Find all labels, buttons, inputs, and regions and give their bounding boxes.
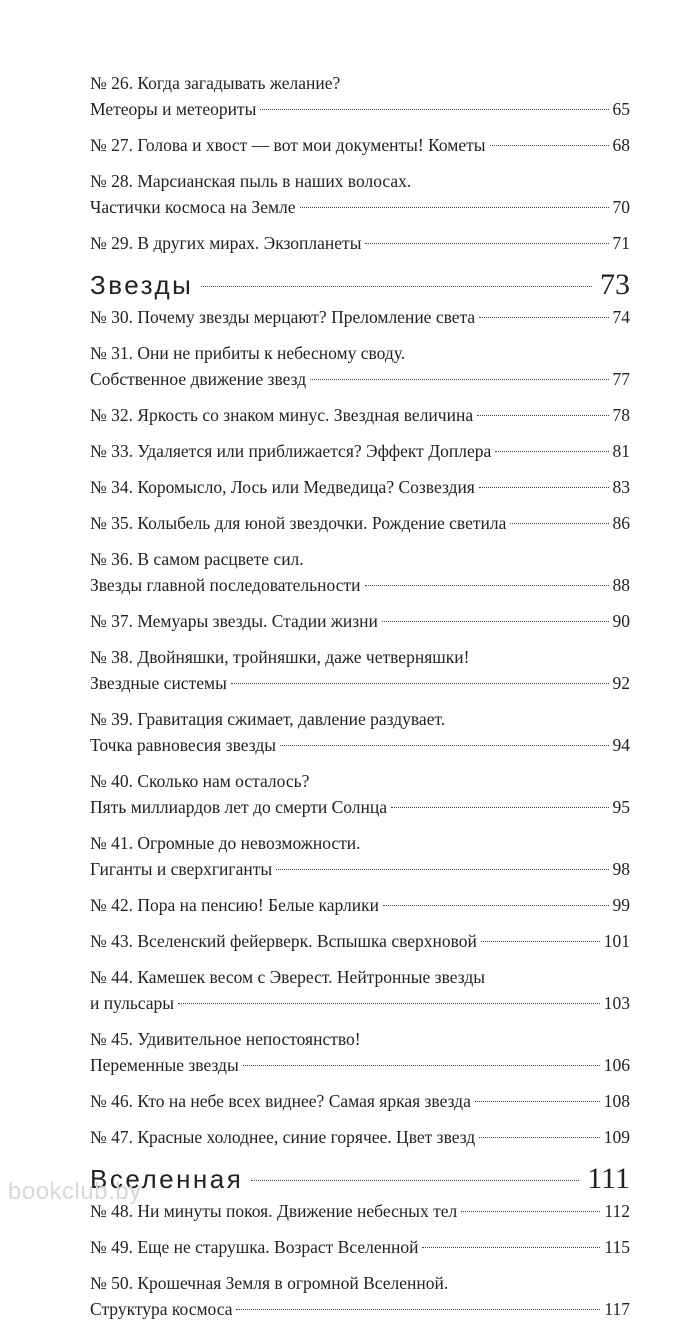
entry-text: № 29. В других мирах. Экзопланеты (90, 233, 362, 253)
dot-leader (495, 451, 608, 452)
entry-title-line: № 41. Огромные до невозможности. (90, 833, 361, 853)
dot-leader (383, 905, 609, 906)
entry-title-line: № 40. Сколько нам осталось? (90, 771, 310, 791)
toc-entry (90, 132, 630, 158)
watermark: bookclub.by (8, 1178, 142, 1205)
toc-entry (90, 438, 630, 464)
entry-text: Метеоры и метеориты (90, 99, 257, 119)
entry-leader-line (90, 1198, 630, 1224)
entry-title-line: № 26. Когда загадывать желание? (90, 73, 341, 93)
toc-entry (90, 1088, 630, 1114)
entry-leader-line (90, 194, 630, 220)
entry-leader-line (90, 892, 630, 918)
entry-text: Точка равновесия звезды (90, 735, 276, 755)
page-number: 101 (603, 931, 630, 951)
entry-text: № 47. Красные холоднее, синие горячее. Цвет звезд (90, 1127, 476, 1147)
page-number: 74 (612, 307, 630, 327)
entry-leader-line (90, 1124, 630, 1150)
dot-leader (251, 1180, 579, 1181)
toc-entry (90, 1124, 630, 1150)
toc-entry (90, 964, 630, 1016)
entry-text: и пульсары (90, 993, 175, 1013)
entry-text: № 30. Почему звезды мерцают? Преломление света (90, 307, 476, 327)
entry-text: № 32. Яркость со знаком минус. Звездная величина (90, 405, 474, 425)
toc-entry (90, 70, 630, 122)
toc-entry (90, 608, 630, 634)
entry-text: № 34. Коромысло, Лось или Медведица? Созвездия (90, 477, 475, 497)
dot-leader (280, 745, 609, 746)
entry-text: № 37. Мемуары звезды. Стадии жизни (90, 611, 378, 631)
page-number: 115 (604, 1237, 630, 1257)
dot-leader (510, 523, 608, 524)
entry-title-line: № 28. Марсианская пыль в наших волосах. (90, 171, 412, 191)
toc-entry (90, 706, 630, 758)
entry-text: № 42. Пора на пенсию! Белые карлики (90, 895, 379, 915)
page-number: 83 (612, 477, 630, 497)
entry-text: № 43. Вселенский фейерверк. Вспышка сверхновой (90, 931, 477, 951)
entry-leader-line (90, 230, 630, 256)
dot-leader (391, 807, 608, 808)
page-number: 70 (612, 197, 630, 217)
toc-entry (90, 644, 630, 696)
dot-leader (260, 109, 608, 110)
entry-text: Переменные звезды (90, 1055, 239, 1075)
dot-leader (422, 1247, 600, 1248)
section-title: Звезды (90, 270, 194, 300)
page-number: 117 (604, 1299, 630, 1319)
toc-entry (90, 230, 630, 256)
entry-leader-line (90, 402, 630, 428)
page-number: 95 (612, 797, 630, 817)
toc-entry (90, 304, 630, 330)
page-number: 88 (612, 575, 630, 595)
toc-entry (90, 546, 630, 598)
entry-leader-line (90, 1234, 630, 1260)
section-heading (90, 1162, 630, 1196)
section-page-number: 73 (600, 268, 630, 301)
dot-leader (382, 621, 609, 622)
page-number: 98 (612, 859, 630, 879)
page-number: 94 (612, 735, 630, 755)
dot-leader (479, 1137, 600, 1138)
dot-leader (201, 286, 592, 287)
entry-leader-line (90, 366, 630, 392)
section-heading (90, 268, 630, 302)
section-page-number: 111 (587, 1162, 630, 1195)
page-number: 68 (612, 135, 630, 155)
toc-entry (90, 1234, 630, 1260)
entry-leader-line (90, 96, 630, 122)
page-number: 92 (612, 673, 630, 693)
entry-text: Звезды главной последовательности (90, 575, 361, 595)
entry-text: № 35. Колыбель для юной звездочки. Рождение светила (90, 513, 507, 533)
entry-leader-line (90, 1088, 630, 1114)
entry-text: № 46. Кто на небе всех виднее? Самая яркая звезда (90, 1091, 471, 1111)
entry-leader-line (90, 732, 630, 758)
dot-leader (490, 145, 609, 146)
dot-leader (365, 585, 609, 586)
entry-title-line: № 36. В самом расцвете сил. (90, 549, 304, 569)
entry-title-line: № 44. Камешек весом с Эверест. Нейтронные звезды (90, 967, 485, 987)
dot-leader (461, 1211, 600, 1212)
dot-leader (365, 243, 608, 244)
entry-text: Звездные системы (90, 673, 227, 693)
entry-text: № 48. Ни минуты покоя. Движение небесных тел (90, 1201, 458, 1221)
table-of-contents (90, 70, 630, 1332)
page-number: 90 (612, 611, 630, 631)
toc-entry (90, 1198, 630, 1224)
entry-leader-line (90, 928, 630, 954)
dot-leader (236, 1309, 600, 1310)
page-number: 81 (612, 441, 630, 461)
entry-text: Структура космоса (90, 1299, 233, 1319)
section-title: Вселенная (90, 1164, 244, 1194)
entry-title-line: № 31. Они не прибиты к небесному своду. (90, 343, 406, 363)
page-number: 86 (612, 513, 630, 533)
entry-text: № 33. Удаляется или приближается? Эффект Доплера (90, 441, 492, 461)
entry-title-line: № 39. Гравитация сжимает, давление раздувает. (90, 709, 446, 729)
dot-leader (178, 1003, 600, 1004)
toc-entry (90, 510, 630, 536)
entry-text: № 49. Еще не старушка. Возраст Вселенной (90, 1237, 419, 1257)
dot-leader (475, 1101, 600, 1102)
entry-leader-line (90, 1296, 630, 1322)
page-number: 71 (612, 233, 630, 253)
toc-entry (90, 1270, 630, 1322)
toc-entry (90, 340, 630, 392)
entry-text: Частички космоса на Земле (90, 197, 296, 217)
dot-leader (276, 869, 608, 870)
entry-text: № 27. Голова и хвост — вот мои документы! Кометы (90, 135, 486, 155)
dot-leader (481, 941, 600, 942)
page-number: 78 (612, 405, 630, 425)
entry-title-line: № 38. Двойняшки, тройняшки, даже четверняшки! (90, 647, 470, 667)
entry-title-line: № 50. Крошечная Земля в огромной Вселенной. (90, 1273, 449, 1293)
toc-entry (90, 892, 630, 918)
entry-leader-line (90, 132, 630, 158)
toc-entry (90, 402, 630, 428)
entry-leader-line (90, 1052, 630, 1078)
page-number: 65 (612, 99, 630, 119)
entry-leader-line (90, 794, 630, 820)
page-number: 108 (603, 1091, 630, 1111)
entry-leader-line (90, 304, 630, 330)
dot-leader (310, 379, 608, 380)
entry-leader-line (90, 438, 630, 464)
entry-leader-line (90, 608, 630, 634)
dot-leader (231, 683, 609, 684)
entry-leader-line (90, 474, 630, 500)
page-number: 103 (603, 993, 630, 1013)
toc-entry (90, 168, 630, 220)
toc-entry (90, 830, 630, 882)
dot-leader (477, 415, 608, 416)
entry-text: Гиганты и сверхгиганты (90, 859, 273, 879)
page-number: 99 (612, 895, 630, 915)
dot-leader (300, 207, 609, 208)
dot-leader (243, 1065, 600, 1066)
page-number: 77 (612, 369, 630, 389)
entry-leader-line (90, 990, 630, 1016)
page-number: 109 (603, 1127, 630, 1147)
entry-leader-line (90, 670, 630, 696)
entry-leader-line (90, 572, 630, 598)
entry-leader-line (90, 510, 630, 536)
toc-entry (90, 928, 630, 954)
dot-leader (479, 317, 608, 318)
page-number: 112 (604, 1201, 630, 1221)
dot-leader (479, 487, 609, 488)
page-number: 106 (603, 1055, 630, 1075)
entry-text: Собственное движение звезд (90, 369, 307, 389)
toc-entry (90, 1026, 630, 1078)
entry-title-line: № 45. Удивительное непостоянство! (90, 1029, 361, 1049)
toc-entry (90, 474, 630, 500)
entry-leader-line (90, 856, 630, 882)
entry-text: Пять миллиардов лет до смерти Солнца (90, 797, 388, 817)
toc-entry (90, 768, 630, 820)
